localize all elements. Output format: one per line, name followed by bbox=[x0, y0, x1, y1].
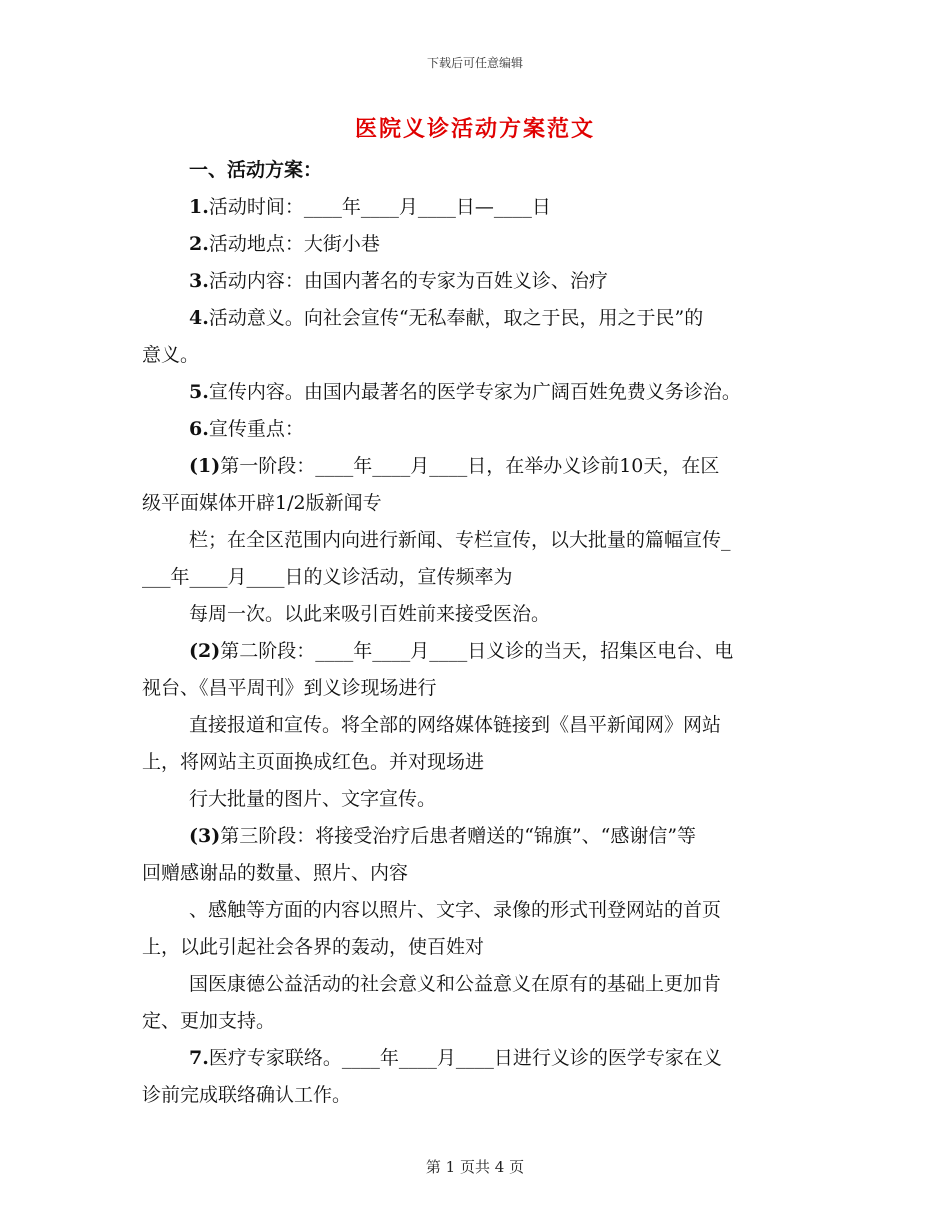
item-text: 医疗专家联络。____年____月____日进行义诊的医学专家在义 bbox=[208, 1047, 722, 1069]
item-number: 3. bbox=[189, 270, 209, 292]
item-text: 活动内容：由国内著名的专家为百姓义诊、治疗 bbox=[208, 270, 608, 292]
stage-3-line: 国医康德公益活动的社会意义和公益意义在原有的基础上更加肯 bbox=[189, 973, 722, 995]
item-number: 1. bbox=[189, 196, 209, 218]
stage-text: 第三阶段：将接受治疗后患者赠送的“锦旗”、“感谢信”等 bbox=[220, 825, 697, 847]
stage-number: (1) bbox=[189, 455, 221, 477]
stage-2-line: 直接报道和宣传。将全部的网络媒体链接到《昌平新闻网》网站 bbox=[189, 714, 722, 736]
stage-1-line: 栏；在全区范围内向进行新闻、专栏宣传，以大批量的篇幅宣传_ bbox=[189, 529, 731, 551]
item-text: 活动地点：大街小巷 bbox=[208, 233, 380, 255]
item-number: 6. bbox=[189, 418, 209, 440]
item-text: 宣传内容。由国内最著名的医学专家为广阔百姓免费义务诊治。 bbox=[208, 381, 741, 403]
section-heading: 一、活动方案： bbox=[189, 159, 323, 181]
stage-1-line: 每周一次。以此来吸引百姓前来接受医治。 bbox=[189, 603, 551, 625]
stage-1-line bbox=[142, 448, 810, 485]
stage-3-line: 定、更加支持。 bbox=[142, 1010, 276, 1032]
stage-number: (2) bbox=[189, 640, 221, 662]
stage-1-line: 级平面媒体开辟1/2版新闻专 bbox=[142, 492, 382, 514]
stage-1-line: ___年____月____日的义诊活动，宣传频率为 bbox=[142, 566, 513, 588]
list-item-1 bbox=[142, 189, 810, 226]
list-item-5 bbox=[142, 374, 810, 411]
document-body bbox=[142, 152, 810, 1114]
stage-2-line: 行大批量的图片、文字宣传。 bbox=[189, 788, 437, 810]
item-number: 5. bbox=[189, 381, 209, 403]
stage-2-line: 视台、《昌平周刊》到义诊现场进行 bbox=[142, 677, 437, 699]
stage-2-line bbox=[142, 633, 810, 670]
page-footer: 第 1 页共 4 页 bbox=[425, 1158, 525, 1176]
stage-number: (3) bbox=[189, 825, 221, 847]
stage-text: 第一阶段：____年____月____日，在举办义诊前10天，在区 bbox=[220, 455, 720, 477]
list-item-7 bbox=[142, 1040, 810, 1077]
list-item-7-continuation: 诊前完成联络确认工作。 bbox=[142, 1084, 352, 1106]
item-number: 2. bbox=[189, 233, 209, 255]
stage-text: 第二阶段：____年____月____日义诊的当天，招集区电台、电 bbox=[220, 640, 734, 662]
item-text: 宣传重点： bbox=[208, 418, 304, 440]
stage-3-line: 回赠感谢品的数量、照片、内容 bbox=[142, 862, 409, 884]
stage-2-line: 上，将网站主页面换成红色。并对现场进 bbox=[142, 751, 485, 773]
item-text: 活动意义。向社会宣传“无私奉献，取之于民，用之于民”的 bbox=[208, 307, 704, 329]
list-item-2 bbox=[142, 226, 810, 263]
item-number: 4. bbox=[189, 307, 209, 329]
stage-3-line: 上，以此引起社会各界的轰动，使百姓对 bbox=[142, 936, 485, 958]
list-item-6 bbox=[142, 411, 810, 448]
list-item-4-continuation: 意义。 bbox=[142, 344, 200, 366]
list-item-4 bbox=[142, 300, 810, 337]
list-item-3 bbox=[142, 263, 810, 300]
page-header: 下载后可任意编辑 bbox=[426, 56, 523, 70]
stage-3-line bbox=[142, 818, 810, 855]
item-text: 活动时间：____年____月____日—____日 bbox=[208, 196, 551, 218]
item-number: 7. bbox=[189, 1047, 209, 1069]
stage-3-line: 、感触等方面的内容以照片、文字、录像的形式刊登网站的首页 bbox=[189, 899, 722, 921]
document-title: 医院义诊活动方案范文 bbox=[354, 116, 595, 142]
